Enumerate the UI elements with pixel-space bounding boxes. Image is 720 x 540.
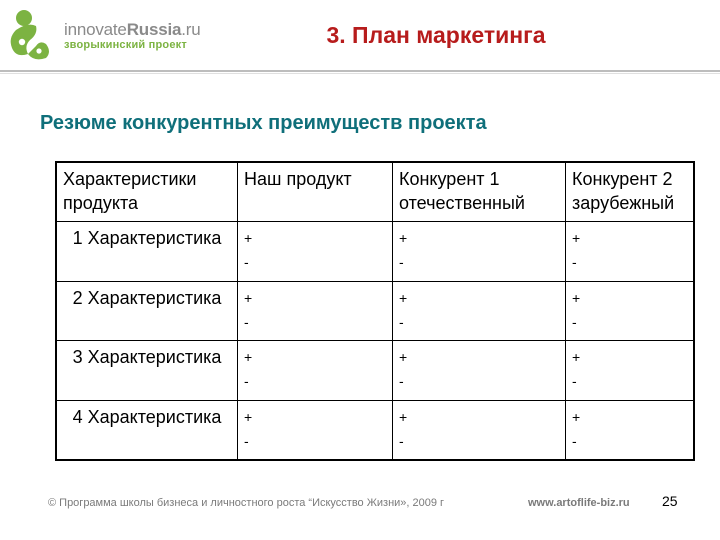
table-cell bbox=[238, 281, 393, 340]
minus-mark: - bbox=[244, 373, 249, 390]
section-subtitle: Резюме конкурентных преимуществ проекта bbox=[40, 112, 487, 134]
minus-mark: - bbox=[399, 432, 404, 449]
logo-text bbox=[64, 20, 201, 51]
table-cell bbox=[566, 281, 695, 340]
table-row bbox=[56, 281, 694, 340]
plus-mark: + bbox=[399, 408, 408, 425]
table-cell bbox=[393, 400, 566, 460]
table-cell bbox=[393, 341, 566, 400]
header-cell: Конкурент 2 зарубежный bbox=[566, 162, 695, 222]
table-cell bbox=[238, 222, 393, 281]
table-cell bbox=[566, 400, 695, 460]
plus-mark: + bbox=[244, 289, 253, 306]
table-header-row bbox=[56, 162, 694, 222]
table-cell bbox=[238, 400, 393, 460]
row-label: 1 Характеристика bbox=[56, 222, 238, 281]
minus-mark: - bbox=[399, 313, 404, 330]
minus-mark: - bbox=[399, 254, 404, 271]
row-label: 3 Характеристика bbox=[56, 341, 238, 400]
minus-mark: - bbox=[572, 373, 577, 390]
logo bbox=[6, 4, 206, 66]
header-cell: Характеристики продукта bbox=[56, 162, 238, 222]
page-number: 25 bbox=[662, 493, 678, 509]
minus-mark: - bbox=[399, 373, 404, 390]
table-cell bbox=[393, 281, 566, 340]
row-label: 2 Характеристика bbox=[56, 281, 238, 340]
minus-mark: - bbox=[244, 254, 249, 271]
minus-mark: - bbox=[244, 432, 249, 449]
comparison-table bbox=[55, 161, 695, 461]
plus-mark: + bbox=[572, 349, 581, 366]
row-label: 4 Характеристика bbox=[56, 400, 238, 460]
plus-mark: + bbox=[244, 349, 253, 366]
header-cell: Конкурент 1 отечественный bbox=[393, 162, 566, 222]
header-divider-shadow bbox=[0, 73, 720, 74]
logo-subtitle: зворыкинский проект bbox=[64, 39, 187, 51]
table-cell bbox=[566, 341, 695, 400]
plus-mark: + bbox=[572, 289, 581, 306]
plus-mark: + bbox=[399, 349, 408, 366]
table-row bbox=[56, 400, 694, 460]
plus-mark: + bbox=[572, 408, 581, 425]
slide-title: 3. План маркетинга bbox=[326, 22, 546, 48]
minus-mark: - bbox=[244, 313, 249, 330]
minus-mark: - bbox=[572, 432, 577, 449]
header-divider bbox=[0, 70, 720, 72]
minus-mark: - bbox=[572, 254, 577, 271]
logo-brand: innovateRussia.ru bbox=[64, 20, 201, 39]
plus-mark: + bbox=[572, 230, 581, 247]
innovate-russia-logo-icon bbox=[6, 4, 62, 66]
table-cell bbox=[566, 222, 695, 281]
plus-mark: + bbox=[399, 230, 408, 247]
table-cell bbox=[393, 222, 566, 281]
header-cell: Наш продукт bbox=[238, 162, 393, 222]
table-cell bbox=[238, 341, 393, 400]
plus-mark: + bbox=[244, 230, 253, 247]
table-row bbox=[56, 341, 694, 400]
footer-url-link[interactable]: www.artoflife-biz.ru bbox=[528, 497, 630, 509]
footer-copyright: © Программа школы бизнеса и личностного роста “Искусство Жизни», 2009 г bbox=[48, 497, 445, 509]
plus-mark: + bbox=[244, 408, 253, 425]
plus-mark: + bbox=[399, 289, 408, 306]
minus-mark: - bbox=[572, 313, 577, 330]
table-row bbox=[56, 222, 694, 281]
